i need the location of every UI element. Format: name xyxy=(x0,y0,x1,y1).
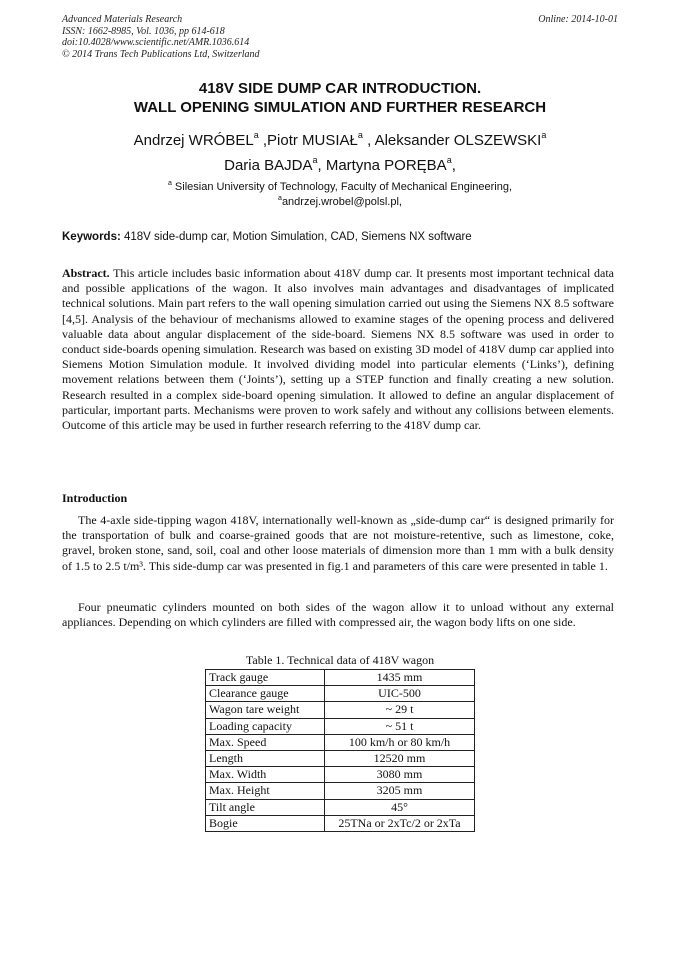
data-table xyxy=(205,669,475,832)
param-cell: Max. Height xyxy=(206,783,325,799)
author-separator: , xyxy=(451,157,456,174)
affil-mark: a xyxy=(278,194,282,202)
author-list xyxy=(62,128,618,178)
value-cell: ~ 51 t xyxy=(325,718,475,734)
param-cell: Track gauge xyxy=(206,670,325,686)
table-row xyxy=(206,783,475,799)
value-cell: 3080 mm xyxy=(325,767,475,783)
author-name: Daria BAJDA xyxy=(224,157,313,174)
param-cell: Max. Width xyxy=(206,767,325,783)
author-affil-mark: a xyxy=(357,130,363,140)
param-cell: Bogie xyxy=(206,815,325,831)
title-line-1: 418V SIDE DUMP CAR INTRODUCTION. xyxy=(198,80,482,97)
value-cell: 12520 mm xyxy=(325,750,475,766)
introduction-heading: Introduction xyxy=(62,491,128,505)
author-name: , Aleksander OLSZEWSKI xyxy=(362,132,542,149)
technical-data-table xyxy=(205,653,475,832)
value-cell: 1435 mm xyxy=(325,670,475,686)
author-affil-mark: a xyxy=(312,155,318,165)
author-affil-mark: a xyxy=(253,130,259,140)
keywords-label: Keywords: xyxy=(62,231,121,243)
param-cell: Tilt angle xyxy=(206,799,325,815)
table-row xyxy=(206,767,475,783)
table-row xyxy=(206,815,475,831)
value-cell: 3205 mm xyxy=(325,783,475,799)
authors-line-2 xyxy=(62,153,618,178)
value-cell: UIC-500 xyxy=(325,686,475,702)
value-cell: 100 km/h or 80 km/h xyxy=(325,734,475,750)
affiliation-line xyxy=(62,180,618,195)
intro-paragraph-2: Four pneumatic cylinders mounted on both sides of the wagon allow it to unload without any external appliances. Depending on which cylinders are filled with compressed air, the wagon body lifts on one side. xyxy=(62,600,614,630)
table-row xyxy=(206,799,475,815)
table-row xyxy=(206,718,475,734)
table-row xyxy=(206,702,475,718)
abstract-text: This article includes basic information about 418V dump car. It presents most important technical data and possible applications of the wagon. It also involves main advantages and disadvantages of implicated technical solutions. Main part refers to the wall opening simulation carried out using the Siemens NX 8.5 software [4,5]. Analysis of the behaviour of mechanisms allowed to examine stages of the opening process and delivered valuable data about angular displacement of the side-board. Siemens NX 8.5 software was used in order to conduct side-boards opening simulation. Research was based on existing 3D model of 418V dump car applied into Siemens Motion Simulation module. It involved dividing model into particular elements (‘Links’), defining movement relations between them (‘Joints’), setting up a STEP function and finally creating a new solution. Research resulted in a complex side-board opening simulation. It allowed to define an angular displacement of particular, important parts. Mechanisms were proven to work safely and without any collisions between elements. Outcome of this article may be used in further research referring to the 418V dump car. xyxy=(62,266,614,433)
journal-header xyxy=(62,14,618,60)
online-date: Online: 2014-10-01 xyxy=(538,14,618,25)
param-cell: Loading capacity xyxy=(206,718,325,734)
param-cell: Max. Speed xyxy=(206,734,325,750)
param-cell: Clearance gauge xyxy=(206,686,325,702)
keywords-text: 418V side-dump car, Motion Simulation, CAD, Siemens NX software xyxy=(120,231,472,243)
affiliation-block xyxy=(62,180,618,209)
email-line xyxy=(62,195,618,210)
institution: Silesian University of Technology, Faculty of Mechanical Engineering, xyxy=(171,181,513,193)
paper-title xyxy=(62,79,618,117)
copyright-line: © 2014 Trans Tech Publications Ltd, Switzerland xyxy=(62,48,260,60)
author-name: , Martyna PORĘBA xyxy=(317,157,447,174)
keywords-line xyxy=(62,230,618,245)
journal-name: Advanced Materials Research xyxy=(62,14,183,25)
param-cell: Wagon tare weight xyxy=(206,702,325,718)
table-row xyxy=(206,670,475,686)
author-affil-mark: a xyxy=(446,155,452,165)
affil-mark: a xyxy=(167,180,172,187)
author-email: andrzej.wrobel@polsl.pl, xyxy=(281,195,402,208)
table-row xyxy=(206,686,475,702)
abstract-block xyxy=(62,266,614,433)
abstract-paragraph xyxy=(62,266,614,433)
intro-paragraph-1: The 4-axle side-tipping wagon 418V, internationally well-known as „side-dump car“ is designed primarily for the transportation of bulk and coarse-grained goods that are not moisture-retentive, such as limestone, coke, gravel, broken stone, sand, soil, coal and other loose materials of dimension more than 1 mm with a bulk density of 1.5 to 2.5 t/m³. This side-dump car was presented in fig.1 and parameters of this care were presented in table 1. xyxy=(62,513,614,573)
value-cell: 45° xyxy=(325,799,475,815)
abstract-label: Abstract. xyxy=(62,266,110,280)
table-caption: Table 1. Technical data of 418V wagon xyxy=(245,653,435,667)
author-name: ,Piotr MUSIAŁ xyxy=(258,132,358,149)
table-row xyxy=(206,750,475,766)
author-name: Andrzej WRÓBEL xyxy=(133,132,254,149)
table-row xyxy=(206,734,475,750)
issn-line: ISSN: 1662-8985, Vol. 1036, pp 614-618 xyxy=(62,25,225,37)
value-cell: ~ 29 t xyxy=(325,702,475,718)
authors-line-1 xyxy=(62,128,618,153)
param-cell: Length xyxy=(206,750,325,766)
author-affil-mark: a xyxy=(541,130,547,140)
doi-line: doi:10.4028/www.scientific.net/AMR.1036.614 xyxy=(62,37,250,48)
value-cell: 25TNa or 2xTc/2 or 2xTa xyxy=(325,815,475,831)
title-line-2: WALL OPENING SIMULATION AND FURTHER RESEARCH xyxy=(133,99,547,116)
